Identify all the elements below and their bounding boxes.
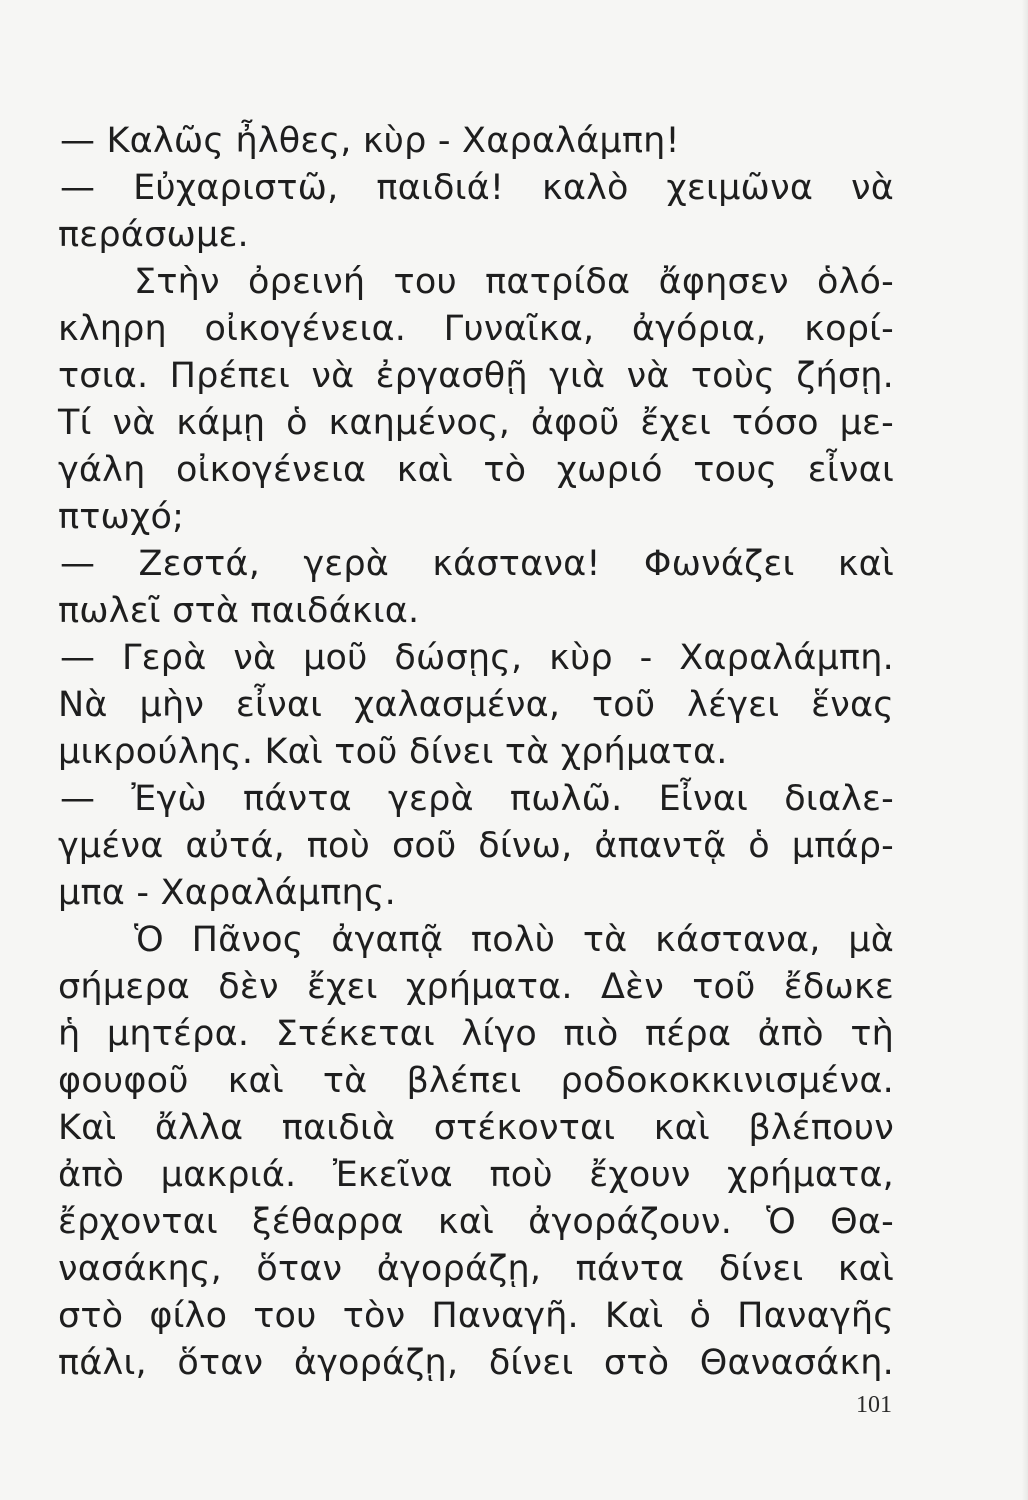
text-line: ἔρχονται ξέθαρρα καὶ ἀγοράζουν. Ὁ Θα- — [58, 1202, 894, 1242]
text-line: Νὰ μὴν εἶναι χαλασμένα, τοῦ λέγει ἕνας — [58, 685, 894, 725]
text-line: μπα - Χαραλάμπης. — [58, 873, 397, 913]
text-line: πάλι, ὅταν ἀγοράζῃ, δίνει στὸ Θανασάκη. — [58, 1343, 894, 1383]
text-line: — Εὐχαριστῶ, παιδιά! καλὸ χειμῶνα νὰ — [60, 168, 894, 208]
text-line: τσια. Πρέπει νὰ ἐργασθῇ γιὰ νὰ τοὺς ζήσῃ. — [58, 356, 894, 396]
text-line: — Ἐγὼ πάντα γερὰ πωλῶ. Εἶναι διαλε- — [60, 779, 894, 819]
text-line: — Καλῶς ἦλθες, κὺρ - Χαραλάμπη! — [60, 121, 680, 161]
text-line: πτωχό; — [58, 497, 185, 537]
page-edge-shadow — [1022, 0, 1028, 1500]
text-line: Στὴν ὀρεινή του πατρίδα ἄφησεν ὁλό- — [134, 262, 894, 302]
body-text — [58, 118, 894, 1387]
text-line: γμένα αὐτά, ποὺ σοῦ δίνω, ἀπαντᾷ ὁ μπάρ- — [58, 826, 894, 866]
text-line: — Ζεστά, γερὰ κάστανα! Φωνάζει καὶ — [60, 544, 894, 584]
text-line: ἀπὸ μακριά. Ἐκεῖνα ποὺ ἔχουν χρήματα, — [58, 1155, 894, 1195]
text-line: φουφοῦ καὶ τὰ βλέπει ροδοκοκκινισμένα. — [58, 1061, 894, 1101]
text-line: Καὶ ἄλλα παιδιὰ στέκονται καὶ βλέπουν — [58, 1108, 894, 1148]
text-line: — Γερὰ νὰ μοῦ δώσῃς, κὺρ - Χαραλάμπη. — [60, 638, 894, 678]
text-line: ἡ μητέρα. Στέκεται λίγο πιὸ πέρα ἀπὸ τὴ — [58, 1014, 894, 1054]
text-line: Τί νὰ κάμῃ ὁ καημένος, ἀφοῦ ἔχει τόσο με- — [58, 403, 894, 443]
text-line: σήμερα δὲν ἔχει χρήματα. Δὲν τοῦ ἔδωκε — [58, 967, 894, 1007]
text-line: περάσωμε. — [58, 215, 249, 255]
text-line: νασάκης, ὅταν ἀγοράζῃ, πάντα δίνει καὶ — [58, 1249, 894, 1289]
text-line: στὸ φίλο του τὸν Παναγῆ. Καὶ ὁ Παναγῆς — [58, 1296, 894, 1336]
text-line: πωλεῖ στὰ παιδάκια. — [58, 591, 420, 631]
text-line: Ὁ Πᾶνος ἀγαπᾷ πολὺ τὰ κάστανα, μὰ — [134, 920, 894, 960]
text-line: κληρη οἰκογένεια. Γυναῖκα, ἀγόρια, κορί- — [58, 309, 894, 349]
text-line: μικρούλης. Καὶ τοῦ δίνει τὰ χρήματα. — [58, 732, 728, 772]
text-line: γάλη οἰκογένεια καὶ τὸ χωριό τους εἶναι — [58, 450, 894, 490]
page-number: 101 — [856, 1392, 892, 1418]
